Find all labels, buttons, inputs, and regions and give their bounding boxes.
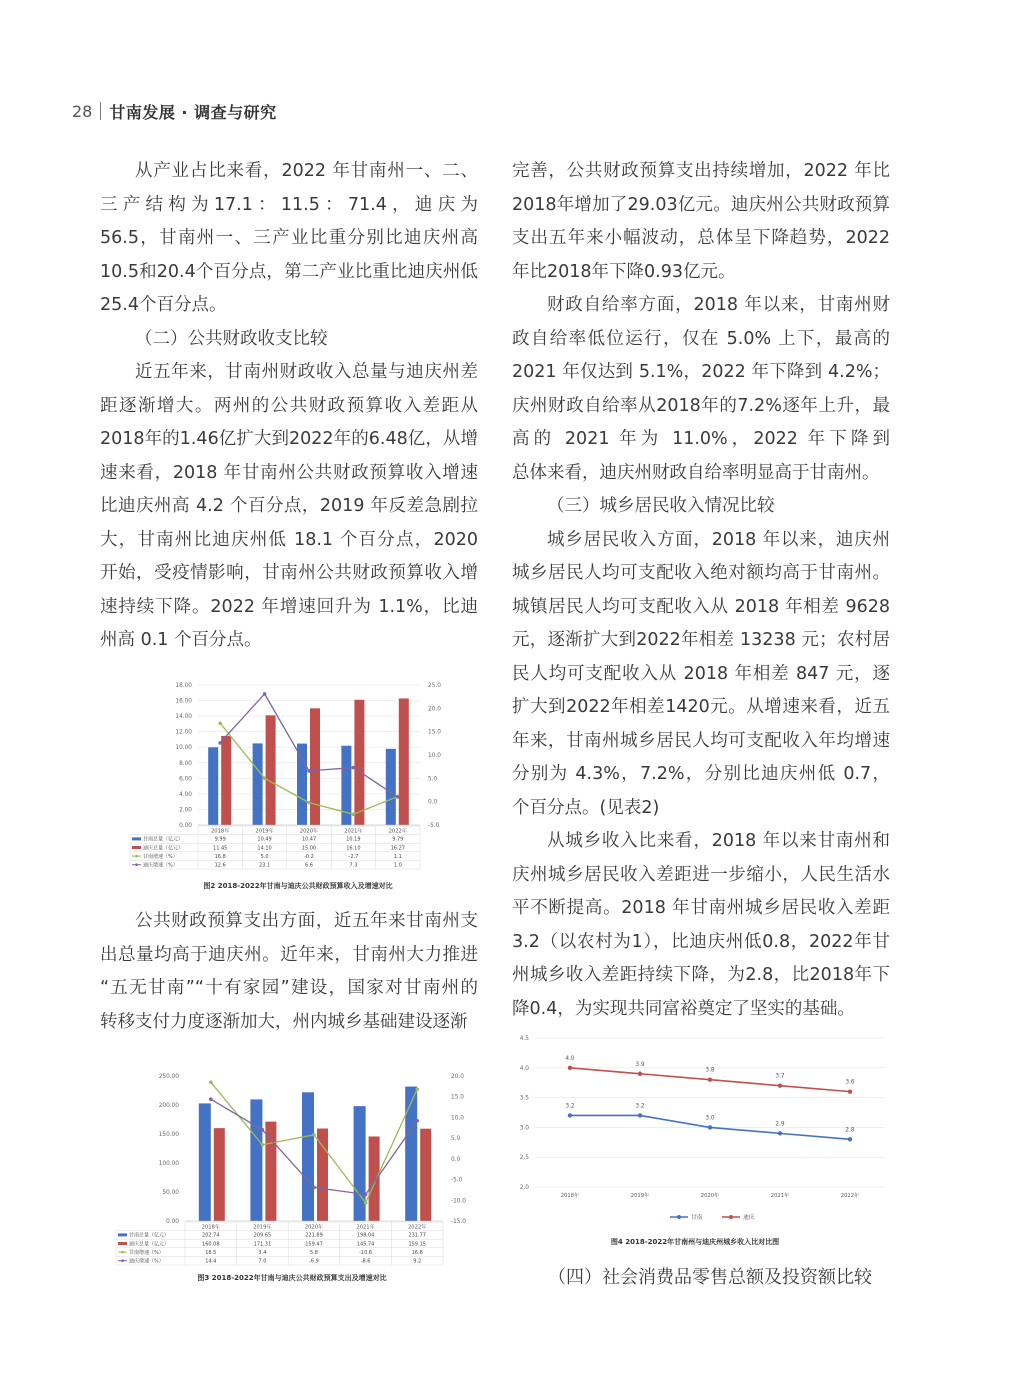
series-point <box>778 1131 782 1135</box>
table-value: 5.8 <box>310 1249 318 1256</box>
legend-label: 迪庆增速（%） <box>143 862 178 869</box>
y-axis-tick-label: 3.5 <box>519 1095 529 1102</box>
right-column-text <box>512 155 890 1026</box>
table-value: 10.49 <box>257 836 272 843</box>
paragraph-line: 近五年来，甘南州财政收入总量与迪庆州差 <box>135 362 478 382</box>
series-point <box>638 1072 642 1076</box>
paragraph-line: “五无甘南”“十有家园”建设，国家对甘南州的 <box>100 978 478 998</box>
table-value: 171.31 <box>253 1241 272 1248</box>
data-label: 4.0 <box>565 1055 575 1062</box>
series-point <box>209 1097 213 1101</box>
figure-2-caption: 图2 2018-2022年甘南与迪庆公共财政预算收入及增速对比 <box>203 882 393 890</box>
series-point <box>568 1113 572 1117</box>
table-value: 16.8 <box>411 1249 423 1256</box>
series-point <box>263 777 267 781</box>
table-value: 221.89 <box>305 1232 323 1239</box>
y-axis-tick-label: 0.00 <box>179 823 192 829</box>
y2-axis-tick-label: 20.0 <box>428 706 441 713</box>
table-value: 198.04 <box>356 1232 375 1239</box>
bar <box>250 1099 262 1221</box>
paragraph-line: 分别为 4.3%，7.2%，分别比迪庆州低 0.7， <box>512 764 890 784</box>
bar <box>420 1129 431 1221</box>
y2-axis-tick-label: 0.0 <box>428 799 438 806</box>
section-heading: （四）社会消费品零售总额及投资额比较 <box>548 1267 872 1288</box>
table-value: 1.0 <box>393 862 402 869</box>
bar <box>214 1128 225 1221</box>
legend-label: 甘南总量（亿元） <box>129 1232 170 1239</box>
series-point <box>307 801 311 805</box>
series-point <box>708 1125 712 1129</box>
table-value: 159.47 <box>305 1241 323 1248</box>
y2-axis-tick-label: 5.0 <box>428 776 438 783</box>
series-point <box>364 1201 368 1205</box>
paragraph-line: 降0.4，为实现共同富裕奠定了坚实的基础。 <box>512 998 855 1019</box>
paragraph-line: 10.5和20.4个百分点，第二产业比重比迪庆州低 <box>100 261 478 282</box>
table-value: 12.6 <box>214 862 226 869</box>
y2-axis-tick-label: 0.0 <box>451 1156 461 1163</box>
paragraph-line: 政自给率低位运行，仅在 5.0% 上下，最高的 <box>512 328 890 349</box>
table-value: 9.99 <box>214 836 226 843</box>
paragraph-line: 三产结构为17.1：11.5：71.4，迪庆为 <box>100 194 478 215</box>
paragraph-line: 民人均可支配收入从 2018 年相差 847 元，逐 <box>512 663 890 684</box>
table-value: 231.77 <box>408 1232 426 1239</box>
legend-marker <box>118 1242 127 1245</box>
bar <box>265 1122 276 1221</box>
paragraph-line: 年比2018年下降0.93亿元。 <box>512 261 736 282</box>
paragraph-line: 3.2（以农村为1），比迪庆州低0.8，2022年甘 <box>512 931 890 952</box>
bar <box>317 1129 328 1221</box>
table-value: -2.7 <box>348 853 359 860</box>
y-axis-tick-label: 6.00 <box>179 776 192 783</box>
bar <box>399 698 409 825</box>
y-axis-tick-label: 2.00 <box>179 807 192 814</box>
data-label: 3.2 <box>635 1103 645 1110</box>
table-value: 209.65 <box>253 1232 272 1239</box>
bar <box>354 1106 366 1221</box>
x-axis-category-label: 2021年 <box>344 828 363 835</box>
table-value: 7.3 <box>349 862 358 869</box>
paragraph-line: 庆州城乡居民收入差距进一步缩小，人民生活水 <box>512 864 890 885</box>
legend-marker-dot <box>135 863 138 866</box>
bar <box>354 700 364 825</box>
figure-4-caption: 图4 2018-2022年甘南州与迪庆州城乡收入比对比图 <box>610 1238 780 1246</box>
table-value: 18.5 <box>205 1249 217 1256</box>
y-axis-tick-label: 250.00 <box>158 1074 179 1080</box>
y-axis-tick-label: 2.0 <box>519 1185 529 1191</box>
x-axis-category-label: 2020年 <box>700 1193 720 1199</box>
series-point <box>352 812 356 816</box>
series-point <box>261 1128 265 1132</box>
paragraph-line: 2018年的1.46亿扩大到2022年的6.48亿，从增 <box>100 429 478 449</box>
table-value: -6.9 <box>309 1258 319 1265</box>
paragraph-line: 财政自给率方面，2018 年以来，甘南州财 <box>547 295 890 315</box>
page-number: 28 <box>72 101 93 121</box>
legend-label: 甘南增速（%） <box>143 853 178 860</box>
series-point <box>638 1113 642 1117</box>
paragraph-line: 25.4个百分点。 <box>100 295 227 315</box>
x-axis-category-label: 2021年 <box>770 1193 790 1199</box>
y-axis-tick-label: 8.00 <box>179 760 192 767</box>
legend-marker <box>118 1233 127 1236</box>
paragraph-line: 扩大到2022年相差1420元。从增速来看，近五 <box>512 697 890 717</box>
x-axis-category-label: 2018年 <box>211 828 230 835</box>
paragraph-line: 转移支付力度逐渐加大，州内城乡基础建设逐渐 <box>100 1011 468 1032</box>
y-axis-tick-label: 4.0 <box>519 1065 529 1072</box>
paragraph-line: 56.5，甘南州一、三产业比重分别比迪庆州高 <box>100 228 478 248</box>
legend-label: 迪庆 <box>743 1215 755 1221</box>
paragraph-line: 比迪庆州高 4.2 个百分点，2019 年反差急剧拉 <box>100 496 478 516</box>
figure-3-caption: 图3 2018-2022年甘南与迪庆公共财政预算支出及增速对比 <box>197 1274 387 1282</box>
x-axis-category-label: 2022年 <box>388 828 407 835</box>
paragraph-line: 城镇居民人均可支配收入从 2018 年相差 9628 <box>512 596 890 617</box>
table-value: 14.10 <box>257 845 272 852</box>
paragraph-line: 速持续下降。2022 年增速回升为 1.1%，比迪 <box>100 596 478 617</box>
data-label: 2.8 <box>845 1127 855 1134</box>
y2-axis-tick-label: 15.0 <box>451 1094 464 1101</box>
paragraph-line: 州高 0.1 个百分点。 <box>100 630 262 650</box>
y2-axis-tick-label: 10.0 <box>451 1115 464 1122</box>
figure-3-chart <box>112 1066 472 1268</box>
legend-marker <box>132 837 141 840</box>
right-column-bottom-heading <box>512 1261 890 1295</box>
legend-marker <box>132 846 141 849</box>
paragraph-line: 支出五年来小幅波动，总体呈下降趋势，2022 <box>512 228 890 248</box>
table-value: 14.4 <box>205 1258 217 1265</box>
bar <box>369 1136 380 1221</box>
y-axis-tick-label: 100.00 <box>158 1161 179 1167</box>
data-label: 3.6 <box>845 1079 855 1086</box>
series-point <box>312 1186 316 1190</box>
y-axis-tick-label: 4.5 <box>519 1036 529 1042</box>
y-axis-tick-label: 150.00 <box>158 1132 179 1138</box>
series-point <box>848 1089 852 1093</box>
paragraph-line: 总体来看，迪庆州财政自给率明显高于甘南州。 <box>512 462 880 483</box>
y-axis-tick-label: 12.00 <box>175 729 192 736</box>
paragraph-line: 出总量均高于迪庆州。近年来，甘南州大力推进 <box>100 944 478 965</box>
header-divider <box>100 102 101 120</box>
x-axis-category-label: 2020年 <box>299 828 319 835</box>
table-value: -10.6 <box>359 1249 373 1256</box>
x-axis-category-label: 2019年 <box>253 1224 272 1231</box>
table-value: 6.6 <box>305 862 313 869</box>
y2-axis-tick-label: -5.0 <box>451 1177 463 1184</box>
series-point <box>848 1137 852 1141</box>
paragraph-line: 庆州财政自给率从2018年的7.2%逐年上升，最 <box>512 395 890 416</box>
table-value: 23.1 <box>259 862 271 869</box>
series-point <box>218 721 222 725</box>
paragraph-line: 州城乡收入差距持续下降，为2.8，比2018年下 <box>512 965 890 985</box>
paragraph-line: 城乡居民人均可支配收入绝对额均高于甘南州。 <box>512 563 890 583</box>
bar <box>199 1103 211 1221</box>
table-value: 16.8 <box>214 853 226 860</box>
y2-axis-tick-label: -5.0 <box>428 823 440 829</box>
y-axis-tick-label: 4.00 <box>179 791 192 798</box>
y-axis-tick-label: 0.00 <box>166 1219 179 1225</box>
paragraph-line: 距逐渐增大。两州的公共财政预算收入差距从 <box>100 395 478 416</box>
table-value: 5.0 <box>260 853 269 860</box>
legend-marker-dot <box>677 1215 681 1219</box>
paragraph-line: 平不断提高。2018 年甘南州城乡居民收入差距 <box>512 898 890 918</box>
table-value: 10.19 <box>346 836 361 843</box>
y-axis-tick-label: 14.00 <box>175 714 192 721</box>
legend-label: 迪庆总量（亿元） <box>129 1241 170 1248</box>
paragraph-line: 个百分点。(见表2) <box>512 797 660 818</box>
paragraph-line: 速来看，2018 年甘南州公共财政预算收入增速 <box>100 462 478 483</box>
data-label: 3.8 <box>705 1067 715 1074</box>
data-label: 3.9 <box>635 1061 645 1068</box>
left-column-text-top <box>100 155 478 658</box>
bar <box>208 747 218 825</box>
series-point <box>778 1083 782 1087</box>
bar <box>310 708 320 825</box>
paragraph-line: 大，甘南州比迪庆州低 18.1 个百分点，2020 <box>100 529 478 550</box>
table-value: 10.47 <box>301 836 317 843</box>
paragraph-line: 从产业占比来看，2022 年甘南州一、二、 <box>135 161 478 181</box>
table-value: 11.45 <box>213 845 228 852</box>
y2-axis-tick-label: 10.0 <box>428 753 441 759</box>
series-line <box>220 694 398 797</box>
legend-marker-dot <box>121 1251 124 1254</box>
bar <box>221 736 231 825</box>
series-point <box>415 1087 419 1091</box>
series-point <box>261 1143 265 1147</box>
bar <box>386 749 396 825</box>
bar <box>266 715 276 825</box>
paragraph-line: 城乡居民收入方面，2018 年以来，迪庆州 <box>547 529 890 550</box>
y2-axis-tick-label: 25.0 <box>428 683 441 689</box>
series-point <box>307 769 311 773</box>
legend-label: 迪庆增速（%） <box>129 1258 164 1265</box>
legend-marker-dot <box>135 855 138 858</box>
x-axis-category-label: 2021年 <box>356 1224 375 1231</box>
y2-axis-tick-label: 15.0 <box>428 729 441 736</box>
table-value: 15.00 <box>301 845 317 852</box>
x-axis-category-label: 2020年 <box>304 1224 324 1231</box>
legend-label: 甘南增速（%） <box>129 1249 164 1256</box>
table-value: 1.1 <box>393 853 402 860</box>
bar <box>297 744 307 825</box>
y2-axis-tick-label: -10.0 <box>451 1198 466 1205</box>
table-value: 9.79 <box>392 836 404 843</box>
paragraph-line: 开始，受疫情影响，甘南州公共财政预算收入增 <box>100 563 478 583</box>
series-point <box>263 692 267 696</box>
y2-axis-tick-label: 5.0 <box>451 1136 461 1143</box>
x-axis-category-label: 2019年 <box>630 1193 650 1199</box>
y-axis-tick-label: 10.00 <box>175 745 192 752</box>
data-label: 3.0 <box>705 1115 715 1122</box>
x-axis-category-label: 2022年 <box>840 1193 860 1199</box>
table-value: 202.74 <box>202 1232 220 1239</box>
section-heading: （二）公共财政收支比较 <box>135 328 328 349</box>
series-point <box>396 795 400 799</box>
y-axis-tick-label: 200.00 <box>158 1103 179 1109</box>
series-line <box>220 723 398 814</box>
x-axis-category-label: 2018年 <box>201 1224 220 1231</box>
legend-marker-dot <box>121 1259 124 1262</box>
legend-label: 甘南 <box>691 1215 703 1221</box>
legend-label: 迪庆总量（亿元） <box>143 845 184 852</box>
left-column-text-bottom <box>100 905 478 1039</box>
paragraph-line: 完善，公共财政预算支出持续增加，2022 年比 <box>512 161 890 181</box>
y-axis-tick-label: 16.00 <box>175 698 192 705</box>
paragraph-line: 元，逐渐扩大到2022年相差 13238 元；农村居 <box>512 630 890 650</box>
journal-title: 甘南发展 · 调查与研究 <box>109 102 277 122</box>
data-label: 3.2 <box>565 1103 575 1110</box>
paragraph-line: 年来，甘南州城乡居民人均可支配收入年均增速 <box>512 730 890 751</box>
table-value: -0.2 <box>304 853 314 860</box>
x-axis-category-label: 2019年 <box>255 828 274 835</box>
series-point <box>352 766 356 770</box>
table-value: 7.0 <box>258 1258 267 1265</box>
data-label: 2.9 <box>775 1121 785 1128</box>
data-label: 3.7 <box>775 1073 785 1080</box>
table-value: 3.4 <box>258 1249 267 1256</box>
paragraph-line: 2018年增加了29.03亿元。迪庆州公共财政预算 <box>512 194 890 215</box>
paragraph-line: 从城乡收入比来看，2018 年以来甘南州和 <box>547 831 890 851</box>
table-value: 159.15 <box>408 1241 426 1248</box>
x-axis-category-label: 2018年 <box>560 1193 580 1199</box>
table-value: 145.74 <box>356 1241 375 1248</box>
series-point <box>218 741 222 745</box>
series-point <box>708 1078 712 1082</box>
y2-axis-tick-label: -15.0 <box>451 1219 466 1225</box>
paragraph-line: 公共财政预算支出方面，近五年来甘南州支 <box>135 911 478 931</box>
table-value: 16.27 <box>390 845 405 852</box>
x-axis-category-label: 2022年 <box>408 1224 427 1231</box>
series-point <box>209 1080 213 1084</box>
bar <box>302 1092 314 1221</box>
legend-label: 甘南总量（亿元） <box>143 836 184 843</box>
section-heading: （三）城乡居民收入情况比较 <box>547 496 775 516</box>
paragraph-line: 2021 年仅达到 5.1%，2022 年下降到 4.2%； <box>512 362 890 382</box>
table-value: 16.10 <box>346 845 361 852</box>
y-axis-tick-label: 3.0 <box>519 1125 529 1132</box>
bar <box>405 1087 417 1221</box>
table-value: 160.08 <box>202 1241 220 1248</box>
legend-marker-dot <box>729 1215 733 1219</box>
figure-4-chart <box>510 1028 890 1224</box>
y2-axis-tick-label: 20.0 <box>451 1074 464 1080</box>
figure-2-chart <box>128 676 448 876</box>
table-value: -8.6 <box>360 1258 371 1265</box>
series-point <box>568 1066 572 1070</box>
series-point <box>415 1119 419 1123</box>
series-point <box>312 1133 316 1137</box>
table-value: 9.2 <box>413 1258 422 1265</box>
y-axis-tick-label: 2.5 <box>519 1155 529 1162</box>
series-point <box>364 1193 368 1197</box>
y-axis-tick-label: 18.00 <box>175 683 192 689</box>
y-axis-tick-label: 50.00 <box>162 1190 179 1196</box>
bar <box>253 743 263 825</box>
running-header <box>72 100 277 122</box>
paragraph-line: 高的 2021 年为 11.0%，2022 年下降到 <box>512 429 890 449</box>
